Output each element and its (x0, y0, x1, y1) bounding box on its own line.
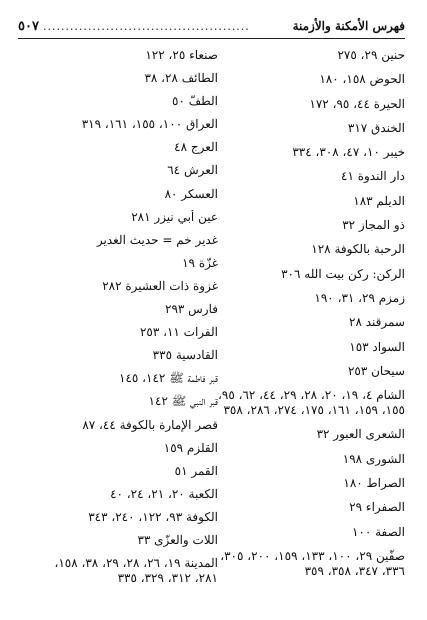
index-entry (200, 97, 405, 112)
entry-continuation: ٢٨١، ٣١٢، ٣٢٩، ٣٣٥ (117, 571, 218, 586)
index-entry (18, 187, 218, 202)
entry-text: الرحبة بالكوفة ١٢٨ (311, 242, 405, 257)
entry-text: اللات والعزّى ٣٣ (137, 532, 218, 547)
entry-text: قبر فاطمة ﷺ ١٤٢، ١٤٥ (119, 371, 218, 386)
entry-text: السواد ١٥٣ (349, 339, 405, 354)
entry-text: العرش ٦٤ (167, 163, 218, 178)
running-title: فهرس الأمكنة والأزمنة (292, 19, 405, 33)
entry-text: الفرات ١١، ٢٥٣ (139, 325, 218, 340)
index-entry (18, 163, 218, 178)
entry-text: الكوفة ٩٣، ١٢٢، ٢٤٠، ٣٤٣ (88, 509, 218, 524)
index-entry (18, 71, 218, 86)
index-entry (200, 525, 405, 540)
index-entry (200, 315, 405, 330)
index-entry (18, 441, 218, 456)
entry-text: الصفة ١٠٠ (351, 524, 405, 539)
entry-text: حنين ٢٩، ٢٧٥ (337, 48, 405, 62)
index-column-left (18, 48, 218, 594)
index-entry (200, 340, 405, 355)
entry-text: الطفّ ٥٠ (172, 94, 218, 109)
entry-text: الحيرة ٤٤، ٩٥، ١٧٢ (309, 96, 405, 111)
entry-text: سيحان ٢٥٣ (347, 363, 405, 378)
entry-text: قبر النبي ﷺ ١٤٢ (148, 394, 218, 409)
entry-text: القمر ٥١ (174, 463, 218, 478)
index-entry (200, 500, 405, 515)
entry-text: الخندق ٣١٧ (347, 120, 405, 135)
index-entry (18, 371, 218, 386)
entry-text: الشام ٤، ١٩، ٢٠، ٢٨، ٢٩، ٤٤، ٦٢، ٩٥، (218, 388, 405, 403)
dot-leader: .............................................. (42, 19, 250, 33)
index-entry (18, 418, 218, 433)
index-entry (200, 242, 405, 257)
index-entry (18, 94, 218, 109)
page-number: ٥٠٧ (18, 18, 39, 34)
entry-text: زمزم ٢٩، ٣١، ١٩٠ (314, 290, 405, 305)
index-entry (18, 279, 218, 294)
index-entry (18, 348, 218, 363)
index-entry (18, 394, 218, 409)
index-entry (200, 452, 405, 467)
index-entry (200, 291, 405, 306)
entry-text: الركن: ركن بيت الله ٣٠٦ (281, 266, 405, 281)
index-entry (200, 388, 405, 418)
index-entry (200, 194, 405, 209)
entry-text: الطائف ٢٨، ٣٨ (144, 71, 218, 86)
page-header (18, 16, 405, 36)
entry-text: الشورى ١٩٨ (342, 451, 405, 466)
entry-text: الديلم ١٨٣ (353, 193, 405, 208)
entry-text: الصراط ١٨٠ (343, 476, 405, 491)
index-entry (18, 302, 218, 317)
index-entry (200, 218, 405, 233)
entry-text: ذو المجاز ٣٢ (342, 218, 405, 233)
index-entry (18, 556, 218, 586)
entry-text: خيبر ١٠، ٤٧، ٣٠٨، ٣٣٤ (292, 145, 405, 160)
entry-text: العراق ١٠٠، ١٥٥، ١٦١، ٣١٩ (81, 117, 218, 132)
index-entry (18, 256, 218, 271)
index-entry (18, 510, 218, 525)
entry-text: القلزم ١٥٩ (163, 440, 218, 455)
entry-text: الكعبة ٢٠، ٢١، ٢٤، ٤٠ (110, 486, 218, 501)
index-entry (18, 117, 218, 132)
entry-text: العسكر ٨٠ (164, 186, 218, 201)
index-entry (200, 427, 405, 442)
entry-text: فارس ٢٩٣ (165, 302, 218, 317)
entry-text: الحوض ١٥٨، ١٨٠ (319, 72, 405, 87)
index-entry (200, 121, 405, 136)
entry-text: صنعاء ٢٥، ١٢٢ (145, 48, 218, 62)
entry-text: عين أبي نيزر ٢٨١ (131, 209, 218, 224)
entry-text: غزوة ذات العشيرة ٢٨٢ (102, 278, 218, 293)
index-entry (200, 476, 405, 491)
entry-text: غزّة ١٩ (182, 255, 218, 270)
entry-text: الصفراء ٢٩ (349, 500, 405, 515)
index-entry (200, 364, 405, 379)
entry-continuation: ١٥٥، ١٥٩، ١٦١، ١٧٥، ٢٧٤، ٢٨٦، ٣٥٨ (223, 403, 405, 418)
index-entry (200, 72, 405, 87)
index-column-right (200, 48, 405, 588)
entry-text: الشعرى العبور ٣٢ (316, 427, 405, 442)
index-entry (18, 325, 218, 340)
index-entry (200, 549, 405, 579)
index-entry (18, 233, 218, 248)
index-entry (18, 464, 218, 479)
entry-text: المدينة ١٩، ٢٦، ٢٨، ٢٩، ٣٨، ١٥٨، (54, 556, 218, 571)
index-entry (18, 48, 218, 63)
entry-text: غدير خم = حديث الغدير (96, 232, 218, 247)
index-entry (18, 487, 218, 502)
index-entry (18, 140, 218, 155)
entry-text: صفّين ٢٩، ١٠٠، ١٣٣، ١٥٩، ٢٠٠، ٣٠٥، (220, 548, 405, 563)
entry-text: دار الندوة ٤١ (341, 169, 405, 184)
entry-text: العرج ٤٨ (174, 140, 218, 155)
entry-continuation: ٣٣٦، ٣٤٧، ٣٥٨، ٣٥٩ (304, 563, 405, 578)
entry-text: سمرقند ٢٨ (349, 315, 405, 330)
index-entry (200, 48, 405, 63)
header-rule (18, 38, 405, 39)
index-entry (200, 169, 405, 184)
index-entry (18, 210, 218, 225)
index-entry (200, 145, 405, 160)
index-entry (18, 533, 218, 548)
entry-text: قصر الإمارة بالكوفة ٤٤، ٨٧ (82, 417, 218, 432)
entry-text: القادسية ٣٣٥ (152, 348, 218, 363)
index-entry (200, 267, 405, 282)
